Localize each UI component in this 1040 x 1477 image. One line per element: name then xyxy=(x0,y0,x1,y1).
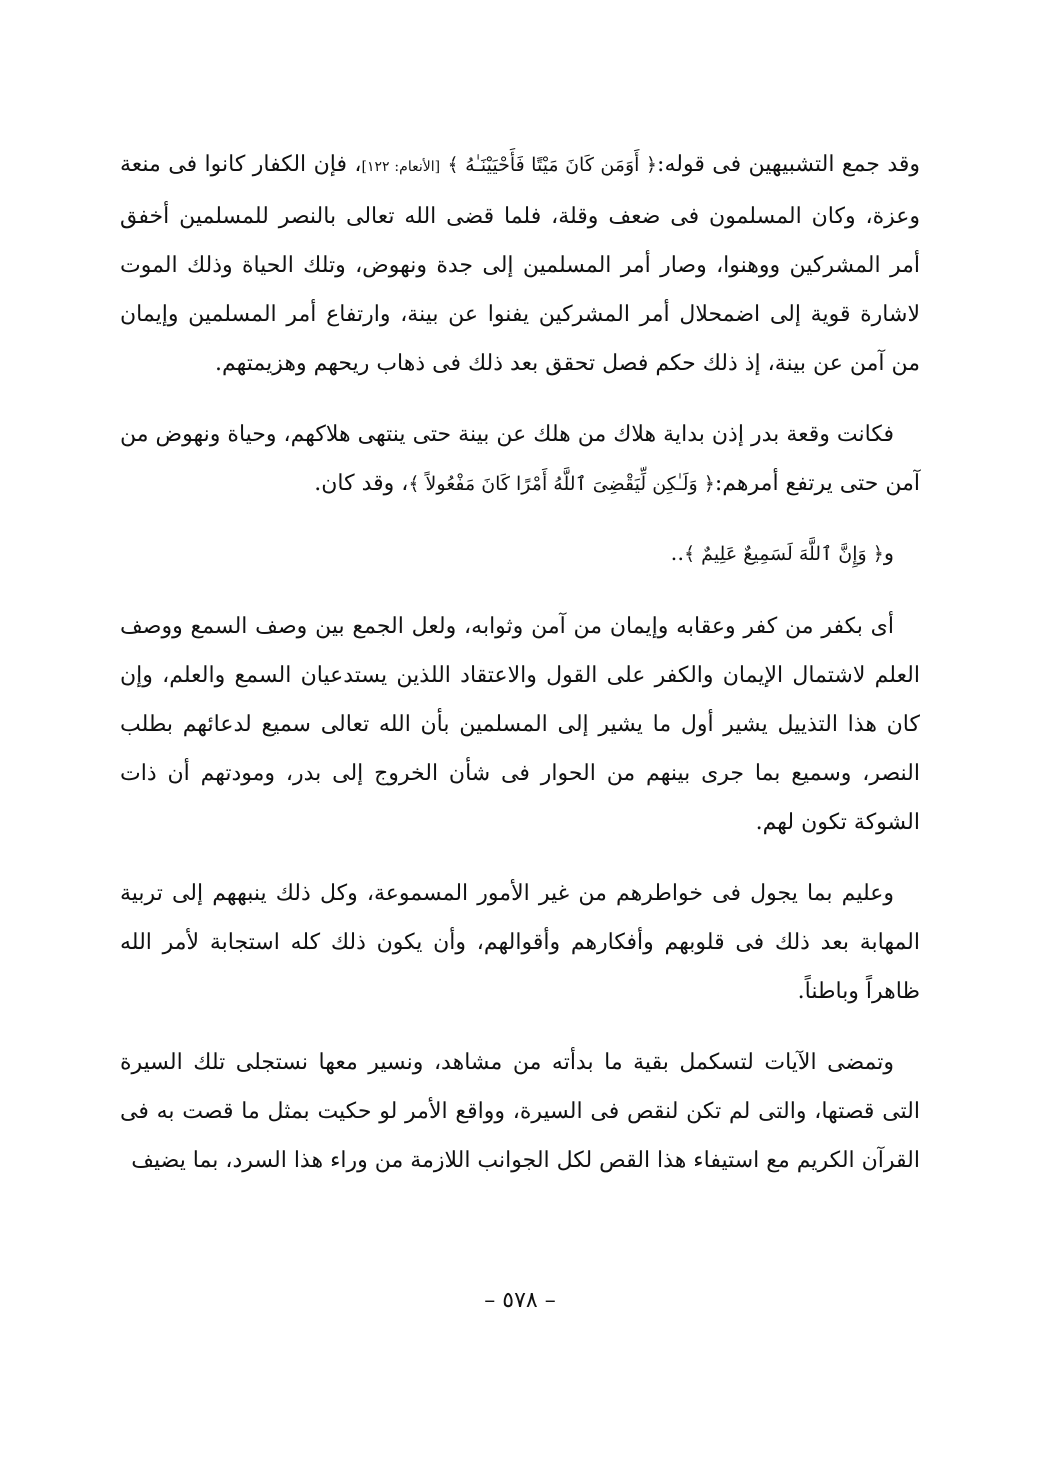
paragraph-3 xyxy=(120,531,920,576)
quran-verse-anam: ﴿ أَوَمَن كَانَ مَيْتًا فَأَحْيَيْنَـٰهُ ﴾ xyxy=(447,154,658,176)
paragraph-4: أى بكفر من كفر وعقابه وإيمان من آمن وثوابه، ولعل الجمع بين وصف السمع ووصف العلم لاشتمال الإيمان والكفر على القول والاعتقاد اللذين يستدعيان السمع والعلم، وإن كان هذا التذييل يشير أول ما يشير إلى المسلمين بأن الله تعالى سميع لدعائهم بطلب النصر، وسميع بما جرى بينهم من الحوار فى شأن الخروج إلى بدر، ومودتهم أن ذات الشوكة تكون لهم. xyxy=(120,614,921,835)
page-number: – ٥٧٨ – xyxy=(484,1288,556,1313)
paragraph-2-text-b: ، وقد كان. xyxy=(314,471,409,496)
paragraph-1-text-a: وقد جمع التشبيهين فى قوله: xyxy=(657,152,921,177)
paragraph-1 xyxy=(120,140,920,388)
paragraph-5: وعليم بما يجول فى خواطرهم من غير الأمور المسموعة، وكل ذلك ينبههم إلى تربية المهابة بعد ذلك فى قلوبهم وأفكارهم وأقوالهم، وأن يكون ذلك كله استجابة لأمر الله ظاهراً وباطناً. xyxy=(120,881,920,1004)
paragraph-2 xyxy=(120,410,920,509)
paragraph-1-text-b: ، فإن الكفار كانوا فى منعة وعزة، وكان المسلمون فى ضعف وقلة، فلما قضى الله تعالى بالنصر للمسلمين أخفق أمر المشركين ووهنوا، وصار أمر المسلمين إلى جدة ونهوض، وتلك الحياة وذلك الموت لاشارة قوية إلى اضمحلال أمر المشركين يفنوا عن بينة، وارتفاع أمر المسلمين وإيمان من آمن عن بينة، إذ ذلك حكم فصل تحقق بعد ذلك فى ذهاب ريحهم وهزيمتهم. xyxy=(120,152,920,376)
paragraph-3-text-a: و xyxy=(883,541,894,565)
paragraph-6: وتمضى الآيات لتسكمل بقية ما بدأته من مشاهد، ونسير معها نستجلى تلك السيرة التى قصتها، والتى لم تكن لنقص فى السيرة، وواقع الأمر لو حكيت بمثل ما قصت به فى القرآن الكريم مع استيفاء هذا القص لكل الجوانب اللازمة من وراء هذا السرد، بما يضيف xyxy=(120,1050,920,1173)
quran-verse-amran-mafula: ﴿ وَلَـٰكِن لِّيَقْضِىَ ٱللَّهُ أَمْرًا كَانَ مَفْعُولاً ﴾ xyxy=(408,473,715,495)
page-body xyxy=(120,140,920,1207)
verse-citation: [الأنعام: ١٢٢] xyxy=(361,159,441,175)
paragraph-3-text-b: .. xyxy=(670,541,684,565)
paragraph-2-text-a: فكانت وقعة بدر إذن بداية هلاك من هلك عن بينة حتى ينتهى هلاكهم، وحياة ونهوض من آمن حتى يرتفع أمرهم: xyxy=(120,422,920,496)
quran-verse-samee-aleem: ﴿ وَإِنَّ ٱللَّهَ لَسَمِيعٌ عَلِيمٌ ﴾ xyxy=(684,543,884,565)
